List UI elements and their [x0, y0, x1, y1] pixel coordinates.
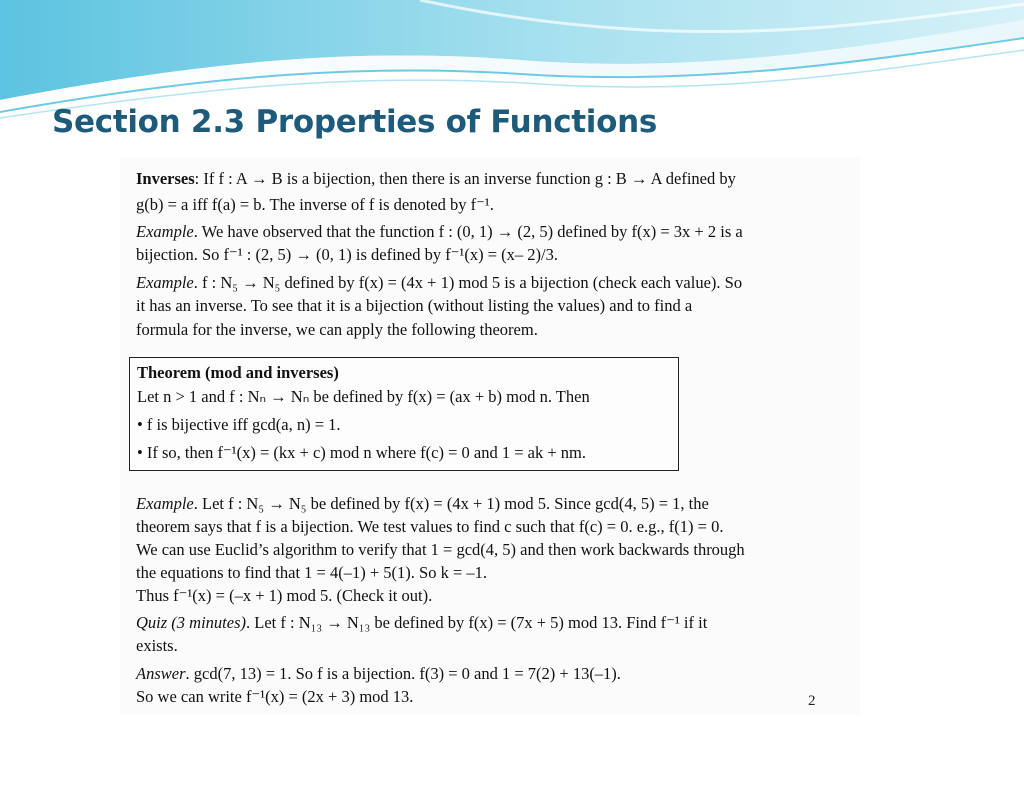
inverses-line-2: g(b) = a iff f(a) = b. The inverse of f is denoted by f⁻¹. — [136, 195, 494, 214]
theorem-bullet-2: • If so, then f⁻¹(x) = (kx + c) mod n where f(c) = 0 and 1 = ak + nm. — [137, 443, 587, 462]
answer-line-2: So we can write f⁻¹(x) = (2x + 3) mod 13. — [136, 687, 414, 706]
inverses-line-1: Inverses: If f : A → B is a bijection, then there is an inverse function g : B → A defined by — [136, 169, 736, 188]
inverses-term: Inverses — [136, 169, 195, 188]
example1-line-2: bijection. So f⁻¹ : (2, 5) → (0, 1) is defined by f⁻¹(x) = (x– 2)/3. — [136, 245, 558, 264]
quiz-line-2: exists. — [136, 636, 178, 655]
example2-line-3: formula for the inverse, we can apply the following theorem. — [136, 320, 538, 339]
quiz-line-1: Quiz (3 minutes). Let f : N₁₃ → N₁₃ be defined by f(x) = (7x + 5) mod 13. Find f⁻¹ if it — [136, 613, 708, 632]
example3-line-5: Thus f⁻¹(x) = (–x + 1) mod 5. (Check it out). — [136, 586, 433, 605]
example1-line-1: Example. We have observed that the function f : (0, 1) → (2, 5) defined by f(x) = 3x + 2 is a — [136, 222, 743, 241]
page-number: 2 — [808, 693, 816, 709]
answer-label: Answer — [136, 664, 186, 683]
example2-label: Example — [136, 273, 194, 292]
theorem-box — [129, 357, 679, 471]
slide-title: Section 2.3 Properties of Functions — [52, 104, 658, 140]
example1-label: Example — [136, 222, 194, 241]
theorem-bullet-1: • f is bijective iff gcd(a, n) = 1. — [137, 415, 341, 434]
answer-line-1: Answer. gcd(7, 13) = 1. So f is a bijection. f(3) = 0 and 1 = 7(2) + 13(–1). — [136, 664, 621, 683]
example3-line-2: theorem says that f is a bijection. We test values to find c such that f(c) = 0. e.g., f(1) = 0. — [136, 517, 724, 536]
example3-line-3: We can use Euclid’s algorithm to verify that 1 = gcd(4, 5) and then work backwards through — [136, 540, 745, 559]
example2-line-1: Example. f : N₅ → N₅ defined by f(x) = (4x + 1) mod 5 is a bijection (check each value). So — [136, 273, 743, 292]
example3-label: Example — [136, 494, 194, 513]
example3-line-4: the equations to find that 1 = 4(–1) + 5(1). So k = –1. — [136, 563, 487, 582]
theorem-title: Theorem (mod and inverses) — [137, 363, 339, 382]
theorem-line-1: Let n > 1 and f : Nₙ → Nₙ be defined by f(x) = (ax + b) mod n. Then — [137, 387, 590, 406]
example2-line-2: it has an inverse. To see that it is a bijection (without listing the values) and to find a — [136, 296, 693, 315]
example3-line-1: Example. Let f : N₅ → N₅ be defined by f(x) = (4x + 1) mod 5. Since gcd(4, 5) = 1, the — [136, 494, 709, 513]
scanned-document — [120, 158, 860, 714]
quiz-label: Quiz (3 minutes) — [136, 613, 246, 632]
